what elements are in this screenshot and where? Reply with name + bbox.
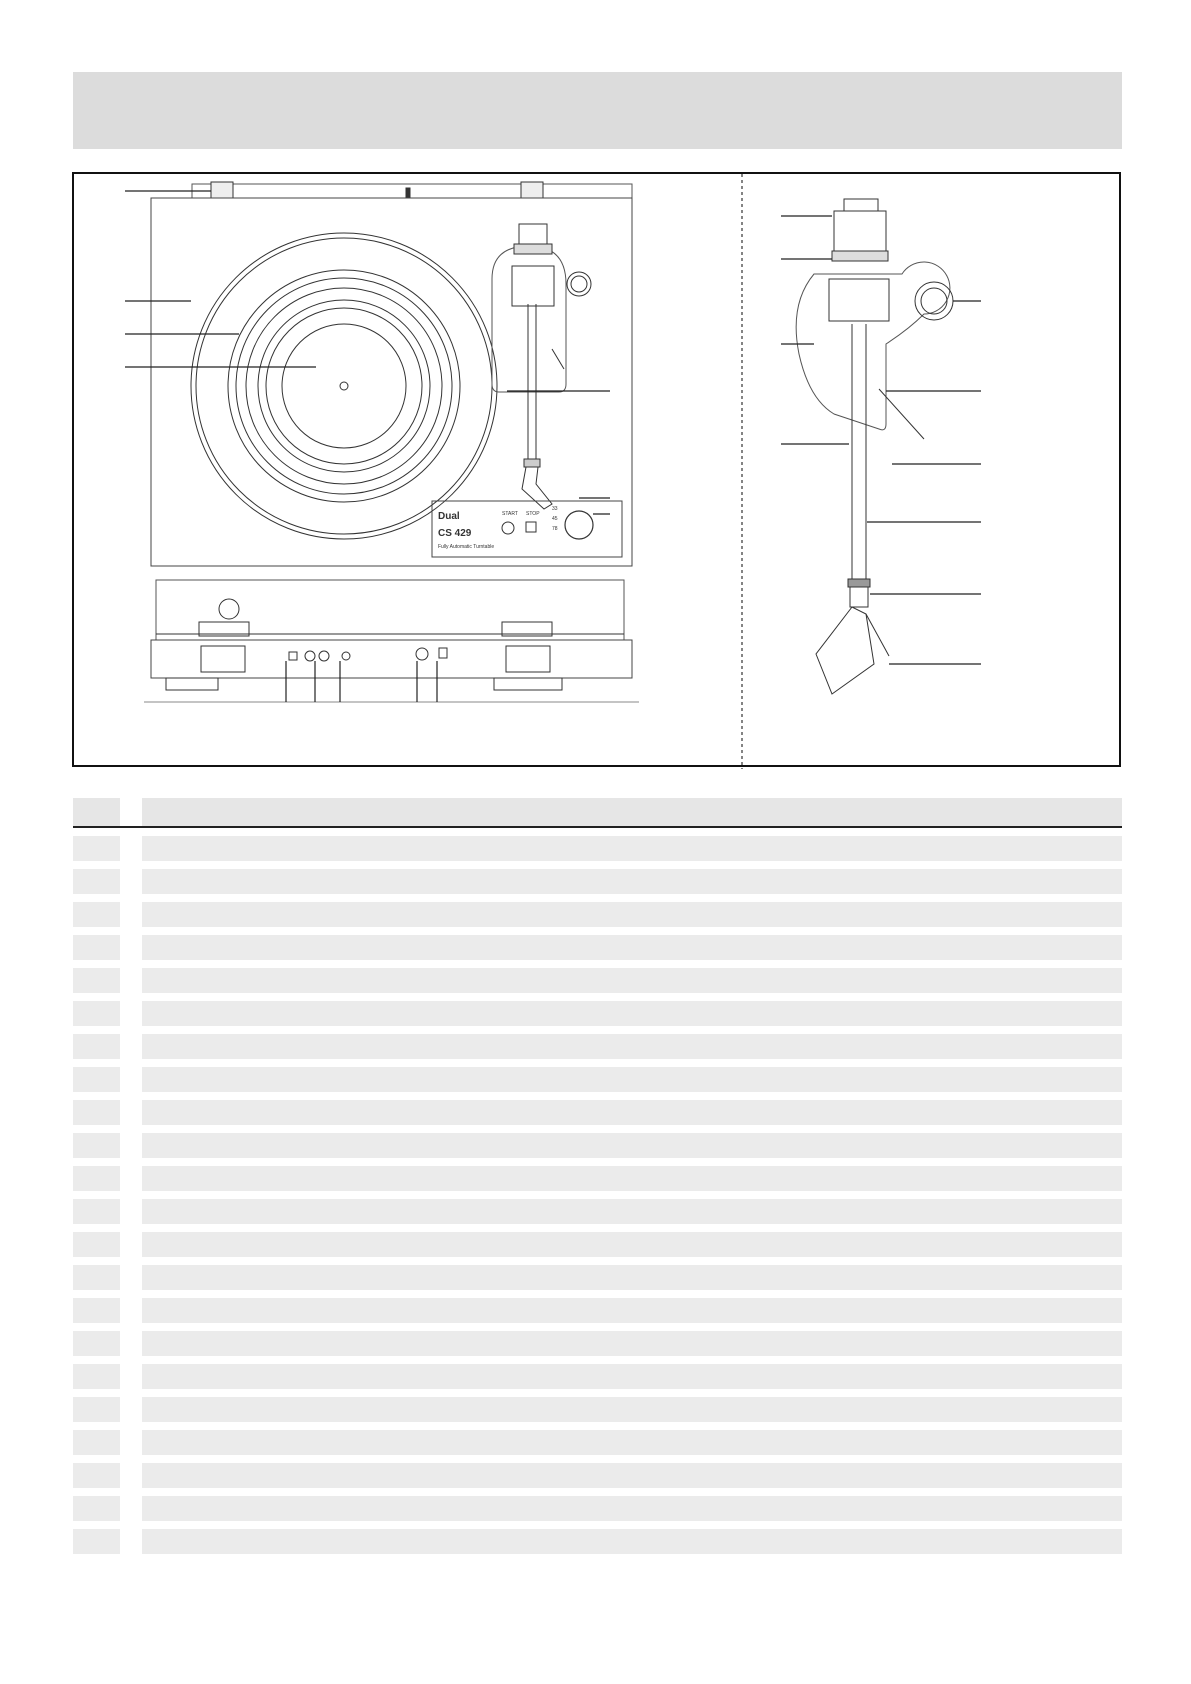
header-band	[73, 72, 1122, 149]
table-row	[73, 1397, 1122, 1422]
table-row	[73, 1034, 1122, 1059]
table-row	[73, 869, 1122, 894]
table-row	[73, 1133, 1122, 1158]
brand-label: Dual	[438, 511, 460, 522]
table-row	[73, 1364, 1122, 1389]
table-row	[73, 1199, 1122, 1224]
table-row	[73, 836, 1122, 861]
speed-33-label: 33	[552, 506, 558, 512]
table-row	[73, 968, 1122, 993]
stop-button-label: STOP	[526, 511, 540, 517]
table-row	[73, 1265, 1122, 1290]
table-row	[73, 1166, 1122, 1191]
table-row	[73, 1067, 1122, 1092]
table-row	[73, 1001, 1122, 1026]
turntable-top-view	[151, 182, 632, 566]
tonearm-detail-view	[796, 199, 953, 694]
device-figure	[72, 172, 1121, 767]
speed-78-label: 78	[552, 526, 558, 532]
table-row	[73, 1463, 1122, 1488]
table-row	[73, 1529, 1122, 1554]
table-row	[73, 1232, 1122, 1257]
table-row	[73, 1298, 1122, 1323]
table-row	[73, 1496, 1122, 1521]
table-row	[73, 902, 1122, 927]
start-button-label: START	[502, 511, 518, 517]
turntable-rear-view	[144, 580, 639, 702]
legend-header	[73, 798, 1122, 828]
legend-header-number-cell	[73, 798, 120, 826]
legend-table	[73, 798, 1122, 1554]
table-row	[73, 1100, 1122, 1125]
subtitle-label: Fully Automatic Turntable	[438, 544, 495, 550]
turntable-drawing	[74, 174, 1123, 769]
table-row	[73, 1331, 1122, 1356]
callout-leaders	[125, 191, 981, 702]
legend-rows	[73, 836, 1122, 1554]
speed-45-label: 45	[552, 516, 558, 522]
model-label: CS 429	[438, 528, 472, 539]
legend-header-description-cell	[142, 798, 1122, 826]
table-row	[73, 1430, 1122, 1455]
table-row	[73, 935, 1122, 960]
